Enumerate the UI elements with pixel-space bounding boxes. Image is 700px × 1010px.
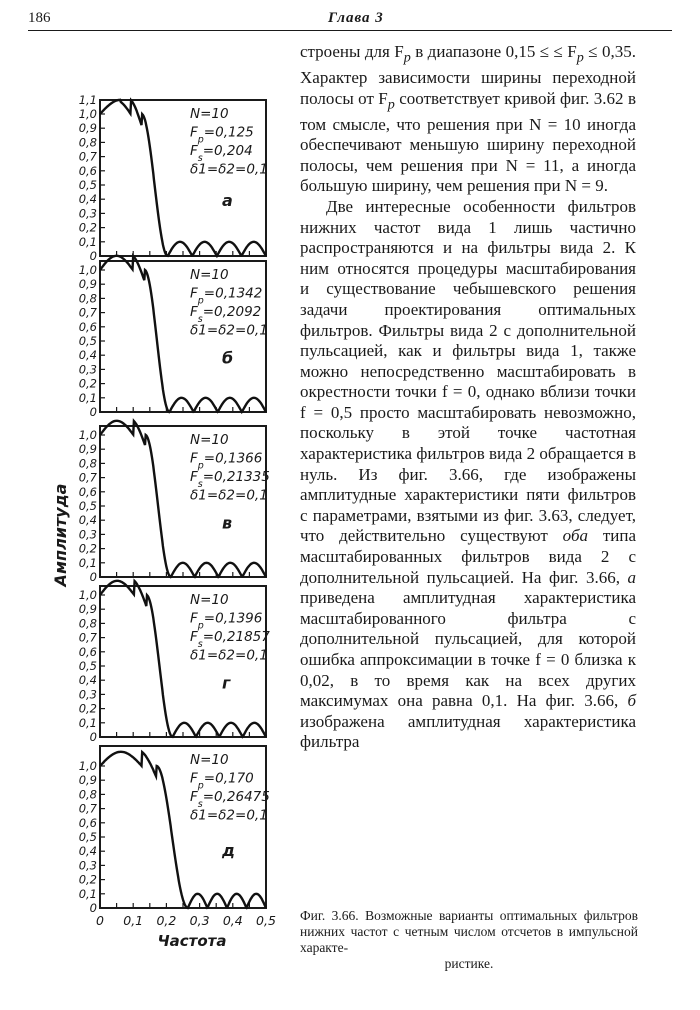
param-label: N=10 xyxy=(190,106,229,122)
y-tick-label: 0 xyxy=(89,570,97,584)
y-tick-label: 0,3 xyxy=(78,687,97,702)
param-label: δ1=δ2=0,1 xyxy=(190,161,268,178)
x-axis-label: Частота xyxy=(157,932,227,950)
param-label: $F_s=0,2092$ xyxy=(190,304,262,325)
y-tick-label: 0 xyxy=(89,249,97,263)
y-tick-label: 0,2 xyxy=(78,220,97,235)
y-tick-label: 0,3 xyxy=(78,206,97,221)
panel-letter-1: а xyxy=(222,191,233,211)
y-tick-label: 0,9 xyxy=(78,121,97,136)
y-tick-label: 0,6 xyxy=(78,163,97,178)
x-tick-label: 0,4 xyxy=(222,913,243,928)
caption-main: Фиг. 3.66. Возможные варианты оптимальных фильтров нижних частот с четным числом отсчетов в импульсной характе- xyxy=(300,908,638,955)
y-tick-label: 0,6 xyxy=(78,319,97,334)
y-tick-label: 0,5 xyxy=(78,830,97,844)
y-tick-label: 0,1 xyxy=(78,555,97,570)
y-tick-label: 0,6 xyxy=(78,644,97,659)
y-tick-label: 0,3 xyxy=(78,527,97,542)
y-tick-label: 0,2 xyxy=(78,376,97,391)
y-tick-label: 0,7 xyxy=(78,630,97,645)
y-tick-label: 0,2 xyxy=(78,541,97,556)
header-rule xyxy=(28,30,672,31)
y-tick-label: 0,9 xyxy=(78,442,97,457)
param-label: $F_p=0,1396$ xyxy=(190,610,263,631)
y-tick-label: 0 xyxy=(89,405,97,419)
y-tick-label: 0,4 xyxy=(78,192,97,207)
param-label: δ1=δ2=0,1 xyxy=(190,322,268,339)
y-tick-label: 0,8 xyxy=(78,291,97,306)
y-tick-label: 0,3 xyxy=(78,858,97,873)
y-tick-label: 0,1 xyxy=(78,886,97,901)
chapter-title: Глава 3 xyxy=(328,10,384,26)
y-tick-label: 0,8 xyxy=(78,787,97,802)
y-tick-label: 0,1 xyxy=(78,390,97,405)
y-tick-label: 1,0 xyxy=(78,107,97,121)
y-tick-label: 0,8 xyxy=(78,456,97,471)
param-label: $F_p=0,1342$ xyxy=(190,285,263,306)
param-label: δ1=δ2=0,1 xyxy=(190,807,268,824)
y-tick-label: 0,9 xyxy=(78,773,97,788)
page-header xyxy=(28,10,672,32)
y-tick-label: 0,2 xyxy=(78,872,97,887)
param-label: $F_p=0,170$ xyxy=(190,770,254,791)
param-label: N=10 xyxy=(190,592,229,608)
param-label: $F_p=0,1366$ xyxy=(190,450,263,471)
figure-3-66 xyxy=(0,40,290,1000)
figure-caption xyxy=(300,908,638,972)
y-tick-label: 0,1 xyxy=(78,715,97,730)
page-number: 186 xyxy=(28,10,51,26)
y-tick-label: 0,4 xyxy=(78,348,97,363)
y-tick-label: 0,8 xyxy=(78,616,97,631)
body-text xyxy=(300,42,636,753)
param-label: $F_s=0,204$ xyxy=(190,143,253,164)
caption-last: ристике. xyxy=(444,956,494,971)
param-label: $F_s=0,21857$ xyxy=(190,629,270,650)
x-tick-label: 0,3 xyxy=(189,913,210,928)
param-label: N=10 xyxy=(190,267,229,283)
x-tick-label: 0,5 xyxy=(256,913,276,928)
param-label: N=10 xyxy=(190,752,229,768)
panel-letter-4: г xyxy=(222,673,231,693)
y-tick-label: 0,4 xyxy=(78,513,97,528)
y-tick-label: 0,4 xyxy=(78,673,97,688)
y-tick-label: 1,0 xyxy=(78,263,97,277)
y-tick-label: 0,7 xyxy=(78,470,97,485)
y-tick-label: 0,7 xyxy=(78,149,97,164)
paragraph-2: Две интересные особенности фильтров нижних частот вида 1 лишь частично распространяются и на фильтры вида 2. К ним относятся процедуры масштабирования и существование чебышевского решения задачи проектирования оптимальных фильтров. Фильтры вида 2 с дополнительной пульсацией, как и фильтры вида 1, также можно непосредственно масштабировать в окрестности точки f = 0, однако вблизи точки f = 0,5 просто масштабировать невозможно, поскольку в этой точке частотная характеристика фильтров вида 2 обращается в нуль. Из фиг. 3.66, где изображены амплитудные характеристики пяти фильтров с параметрами, взятыми из фиг. 3.63, следует, что действительно существуют оба типа масштабированных фильтров вида 2 с дополнительной пульсацией. На фиг. 3.66, а приведена амплитудная характеристика масштабированного фильтра с дополнительной пульсацией, для которой ошибка аппроксимации в точке f = 0 близка к 0,02, в то время как на всех других максимумах она равна 0,1. На фиг. 3.66, б изображена амплитудная характеристика фильтра xyxy=(300,196,637,752)
panel-letter-3: в xyxy=(222,513,233,533)
y-tick-label: 1,1 xyxy=(78,92,97,107)
y-tick-label: 0,5 xyxy=(78,499,97,513)
x-tick-label: 0,1 xyxy=(123,913,144,928)
y-tick-label: 0,8 xyxy=(78,135,97,150)
param-label: $F_p=0,125$ xyxy=(190,124,254,145)
y-tick-label: 0,9 xyxy=(78,277,97,292)
y-tick-label: 0,3 xyxy=(78,362,97,377)
param-label: N=10 xyxy=(190,432,229,448)
response-curve-1 xyxy=(100,100,266,256)
param-label: $F_s=0,21335$ xyxy=(190,469,270,490)
y-axis-label: Амплитуда xyxy=(51,483,70,587)
y-tick-label: 1,0 xyxy=(78,428,97,442)
y-tick-label: 0,5 xyxy=(78,659,97,673)
y-tick-label: 0 xyxy=(89,730,97,744)
y-tick-label: 0,6 xyxy=(78,815,97,830)
panel-letter-2: б xyxy=(222,348,234,368)
x-tick-label: 0 xyxy=(96,913,104,928)
y-tick-label: 0 xyxy=(89,901,97,915)
panel-letter-5: д xyxy=(222,841,235,861)
y-tick-label: 0,5 xyxy=(78,334,97,348)
y-tick-label: 0,4 xyxy=(78,844,97,859)
x-tick-label: 0,2 xyxy=(156,913,177,928)
y-tick-label: 0,6 xyxy=(78,484,97,499)
param-label: δ1=δ2=0,1 xyxy=(190,647,268,664)
y-tick-label: 0,2 xyxy=(78,701,97,716)
panel-frame-1 xyxy=(100,100,266,256)
param-label: δ1=δ2=0,1 xyxy=(190,487,268,504)
y-tick-label: 0,7 xyxy=(78,305,97,320)
y-tick-label: 1,0 xyxy=(78,588,97,602)
y-tick-label: 0,1 xyxy=(78,234,97,249)
y-tick-label: 1,0 xyxy=(78,759,97,773)
paragraph-1: строены для $F_p$ в диапазоне 0,15 ≤ ≤ $F_p \le 0,35$. Характер зависимости ширины переходной полосы от $F_p$ соответствует кривой фиг. 3.62 в том смысле, что решения при N = 10 иногда обеспечивают меньшую ширину переходной полосы, чем решения при N = 11, а иногда большую ширину, чем решения при N = 9. xyxy=(300,42,636,196)
y-tick-label: 0,7 xyxy=(78,801,97,816)
y-tick-label: 0,5 xyxy=(78,178,97,192)
y-tick-label: 0,9 xyxy=(78,602,97,617)
param-label: $F_s=0,26475$ xyxy=(190,789,270,810)
